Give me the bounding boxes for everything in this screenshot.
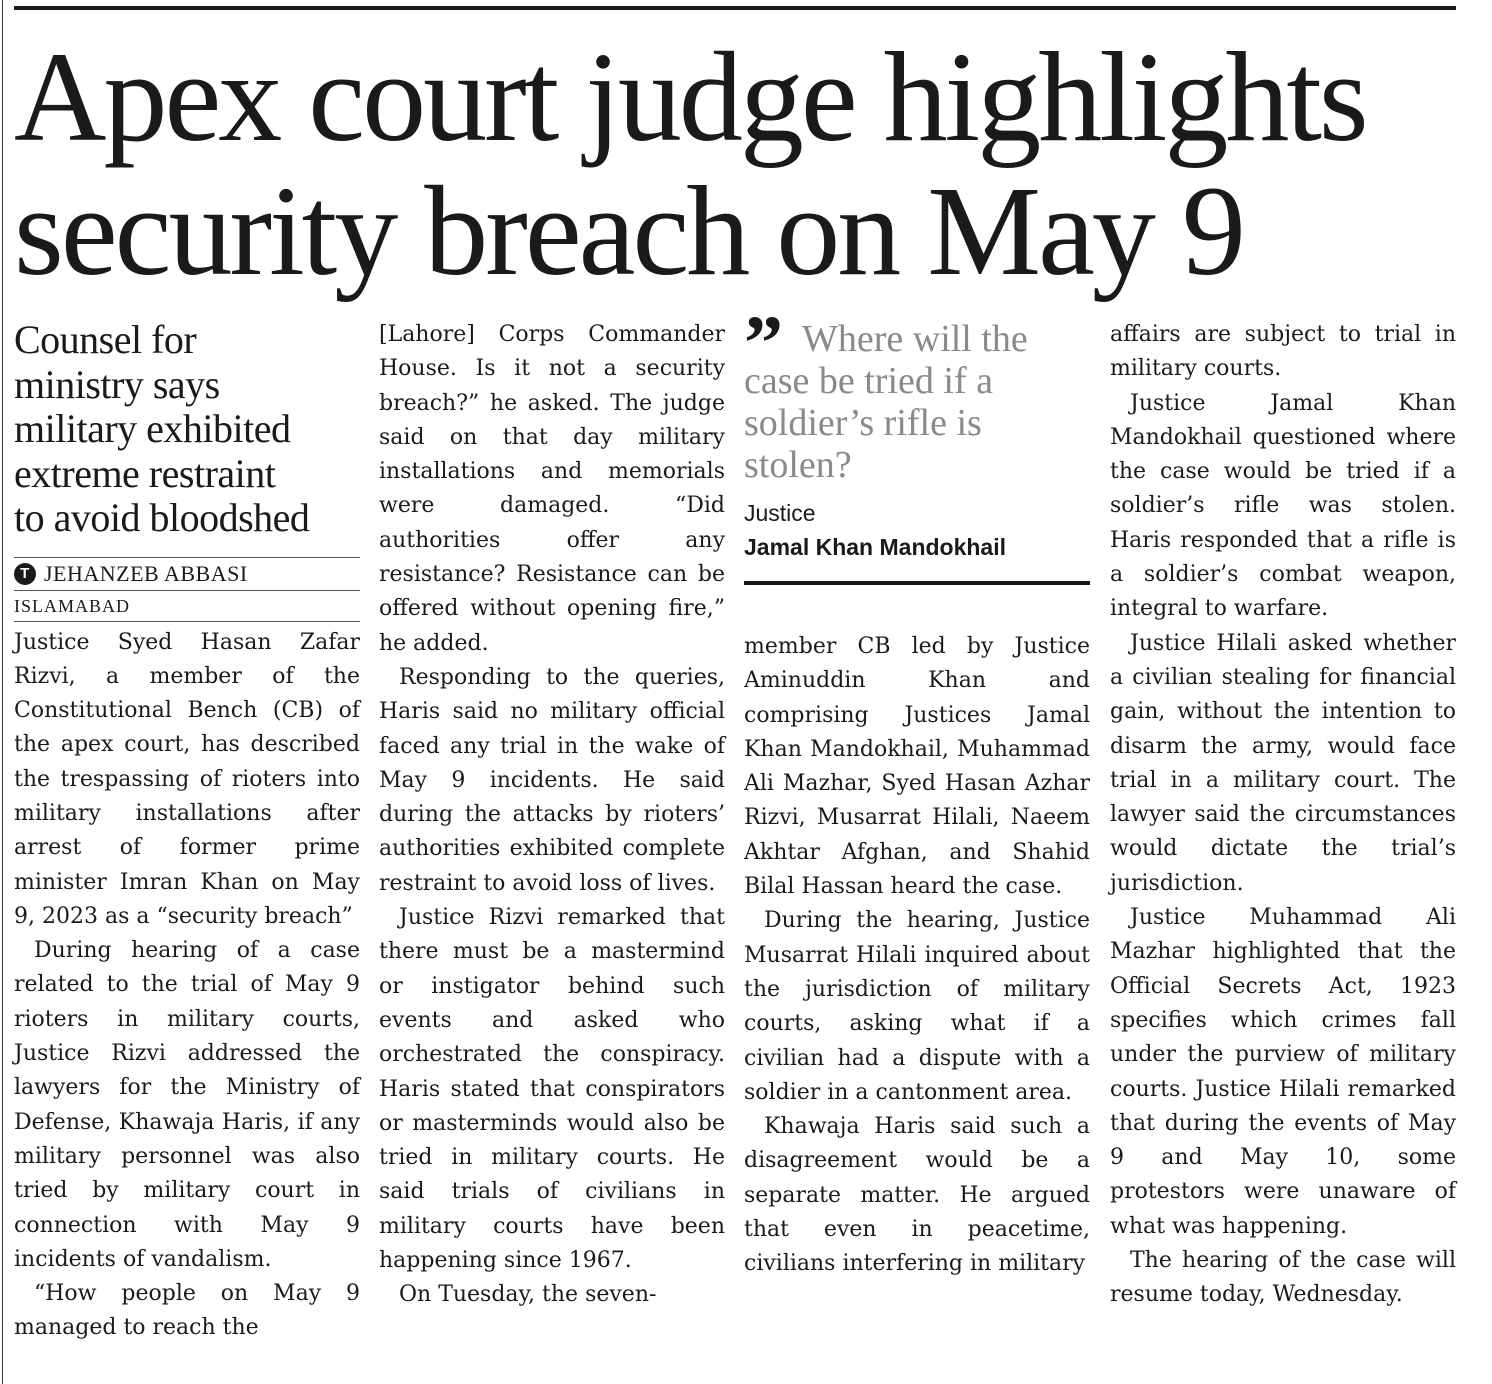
pull-quote-text: Where will the case be tried if a soldier’s rifle is stolen? <box>744 318 1028 486</box>
column-4 <box>1110 318 1456 1313</box>
byline <box>14 558 360 591</box>
column-1 <box>14 318 360 1346</box>
headline-line-2: security breach on May 9 <box>14 160 1243 302</box>
paragraph: Justice Syed Hasan Zafar Rizvi, a member of the Constitutional Bench (CB) of the apex court, has described the trespassing of rioters into military installations after arrest of former prime minister Imran Khan on May 9, 2023 as a “security breach” <box>14 629 360 929</box>
column-1-text <box>14 626 360 1346</box>
paragraph: During hearing of a case related to the trial of May 9 rioters in military courts, Justice Rizvi addressed the lawyers for the Ministry of Defense, Khawaja Haris, if any military personnel was also tried by military court in connection with May 9 incidents of vandalism. <box>14 938 360 1272</box>
dateline: ISLAMABAD <box>14 591 360 622</box>
left-border-rule <box>2 0 3 1384</box>
column-3-text <box>744 630 1090 1282</box>
column-3 <box>744 299 1090 1282</box>
pull-quote-rule <box>744 581 1090 585</box>
headline-line-1: Apex court judge highlights <box>14 26 1366 168</box>
deck-line-4: extreme restraint <box>14 450 276 496</box>
headline <box>14 26 1474 302</box>
paragraph: Justice Muhammad Ali Mazhar highlighted that the Official Secrets Act, 1923 specifies which crimes fall under the purview of military courts. Justice Hilali remarked that during the events of May 9 and May 10, some protestors were unaware of what was happening. <box>1110 905 1456 1239</box>
deck-line-1: Counsel for <box>14 317 197 362</box>
paragraph: [Lahore] Corps Commander House. Is it not a security breach?” he asked. The judge said on that day military installations and memorials were damaged. “Did authorities offer any resistance? Resistance can be offered without opening fire,” he added. <box>379 322 725 656</box>
pull-quote <box>744 299 1090 618</box>
byline-author: JEHANZEB ABBASI <box>44 560 248 586</box>
top-rule <box>14 6 1456 10</box>
paragraph: Justice Hilali asked whether a civilian stealing for financial gain, without the intention to disarm the army, would face trial in a military court. The lawyer said the circumstances would dictate the trial’s jurisdiction. <box>1110 630 1456 896</box>
deck-line-3: military exhibited <box>14 406 291 451</box>
paragraph: During the hearing, Justice Musarrat Hilali inquired about the jurisdiction of military courts, asking what if a civilian had a dispute with a soldier in a cantonment area. <box>744 908 1090 1105</box>
pull-quote-attribution-name: Jamal Khan Mandokhail <box>744 534 1007 560</box>
paragraph: Responding to the queries, Haris said no military official faced any trial in the wake of May 9 incidents. He said during the attacks by rioters’ authorities exhibited complete restraint to avoid loss of lives. <box>379 664 725 896</box>
double-quote-icon: ” <box>744 299 783 386</box>
paragraph: On Tuesday, the seven- <box>399 1282 657 1308</box>
paragraph: “How people on May 9 managed to reach the <box>14 1281 360 1341</box>
byline-box <box>14 557 360 622</box>
pull-quote-attribution-title: Justice <box>744 500 816 526</box>
paragraph: member CB led by Justice Aminuddin Khan and comprising Justices Jamal Khan Mandokhail, Muhammad Ali Mazhar, Syed Hasan Azhar Rizvi, Musarrat Hilali, Naeem Akhtar Afghan, and Shahid Bilal Hassan heard the case. <box>744 634 1090 900</box>
paragraph: affairs are subject to trial in military courts. <box>1110 322 1456 382</box>
tribune-t-icon: T <box>14 563 36 585</box>
deck-line-5: to avoid bloodshed <box>14 495 310 540</box>
paragraph: Justice Jamal Khan Mandokhail questioned where the case would be tried if a soldier’s rifle was stolen. Haris responded that a rifle is a soldier’s combat weapon, integral to warfare. <box>1110 390 1456 622</box>
column-4-text <box>1110 318 1456 1313</box>
column-2-text <box>379 318 725 1313</box>
paragraph: Justice Rizvi remarked that there must be a mastermind or instigator behind such events and asked who orchestrated the conspiracy. Haris stated that conspirators or masterminds would also be tried in military courts. He said trials of civilians in military courts have been happening since 1967. <box>379 905 725 1274</box>
paragraph: The hearing of the case will resume today, Wednesday. <box>1110 1248 1456 1308</box>
paragraph: Khawaja Haris said such a disagreement would be a separate matter. He argued that even in peacetime, civilians interfering in military <box>744 1114 1090 1277</box>
deck-subheadline <box>14 318 360 541</box>
deck-line-2: ministry says <box>14 361 220 407</box>
column-2 <box>379 318 725 1313</box>
